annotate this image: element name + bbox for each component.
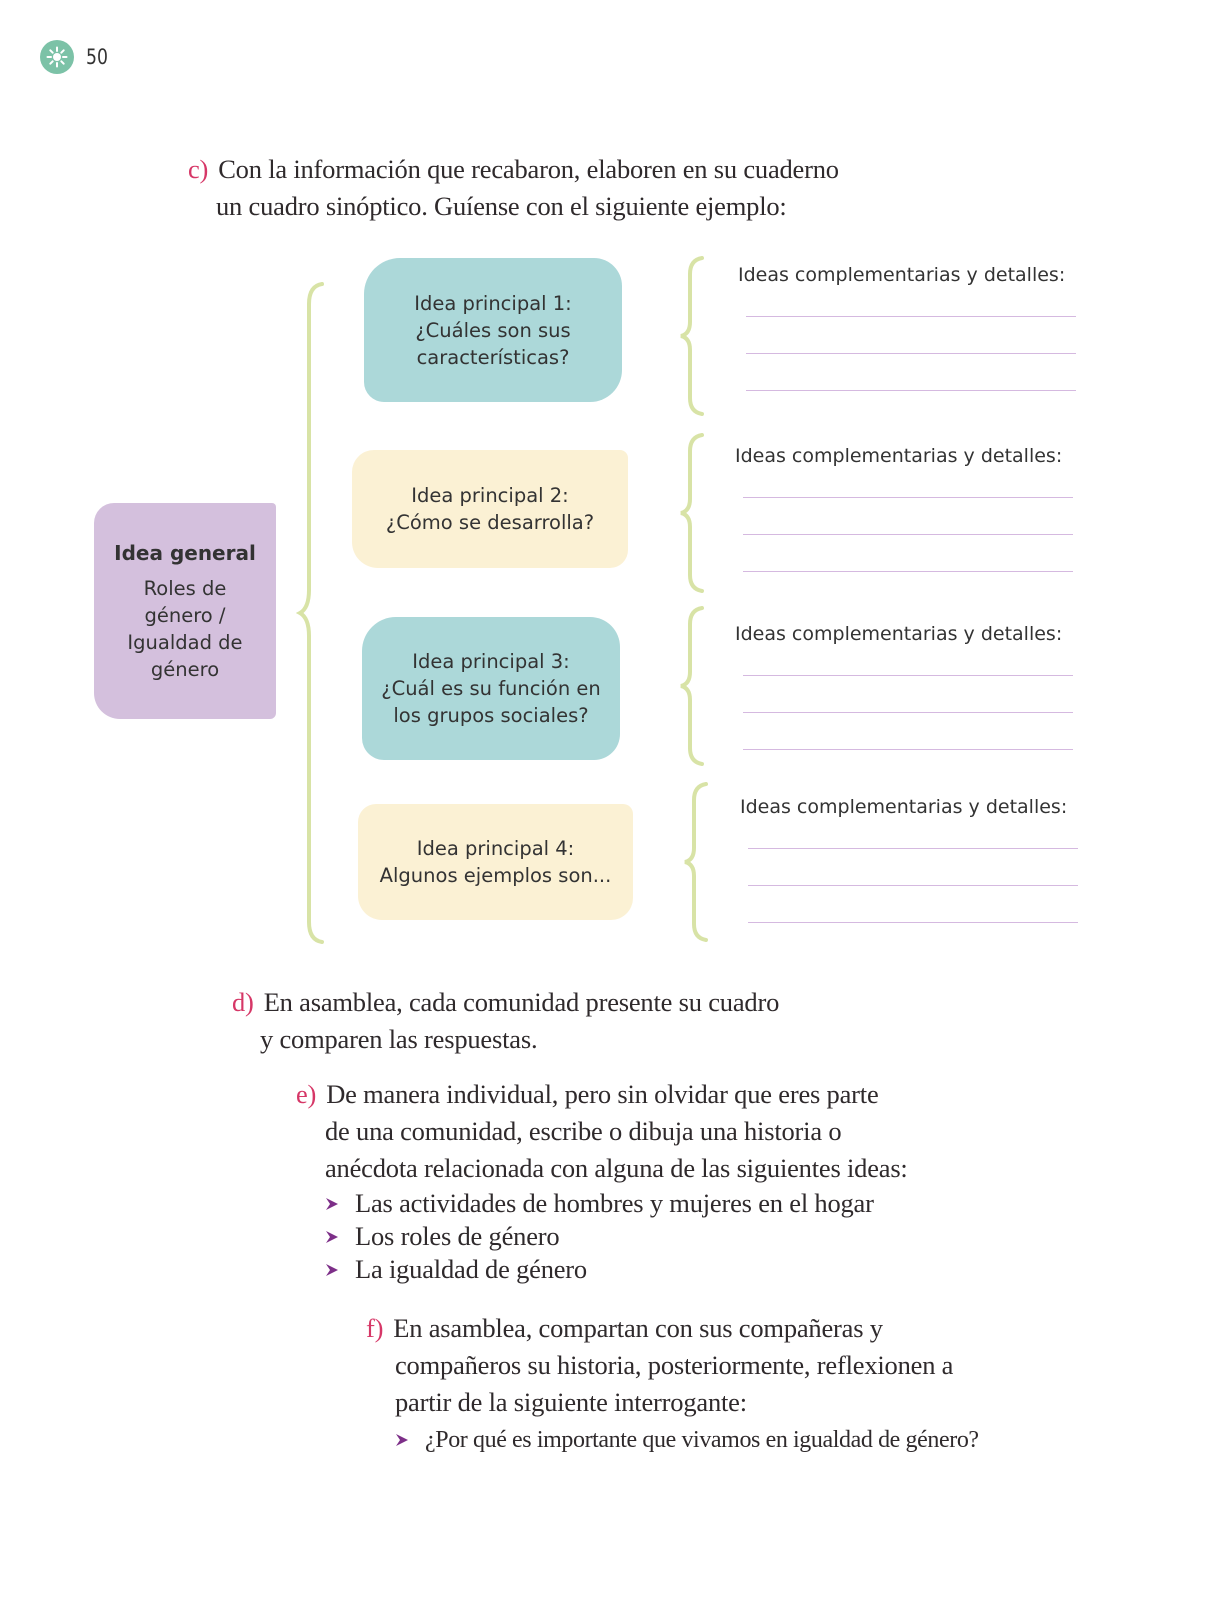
main-idea-box-2 bbox=[352, 450, 628, 568]
writing-line bbox=[743, 534, 1073, 535]
activity-text-line: anécdota relacionada con alguna de las siguientes ideas: bbox=[325, 1153, 908, 1183]
details-group-3 bbox=[735, 623, 1075, 750]
general-idea-line: Igualdad de bbox=[127, 630, 243, 654]
main-brace bbox=[296, 282, 330, 944]
main-idea-box-3 bbox=[362, 617, 620, 760]
writing-line bbox=[743, 675, 1073, 676]
details-group-2 bbox=[735, 445, 1075, 572]
list-item-text: ¿Por qué es importante que vivamos en igualdad de género? bbox=[425, 1427, 979, 1453]
general-idea-line: Roles de bbox=[143, 576, 227, 600]
activity-e bbox=[296, 1076, 908, 1286]
bullet-arrow-icon bbox=[325, 1230, 355, 1244]
list-item bbox=[325, 1253, 908, 1286]
activity-text-line: partir de la siguiente interrogante: bbox=[395, 1387, 747, 1417]
list-item-text: La igualdad de género bbox=[355, 1254, 587, 1284]
activity-text-line: y comparen las respuestas. bbox=[260, 1024, 538, 1054]
details-label: Ideas complementarias y detalles: bbox=[738, 264, 1066, 286]
details-label: Ideas complementarias y detalles: bbox=[735, 445, 1063, 467]
main-idea-line: los grupos sociales? bbox=[393, 704, 589, 727]
writing-line bbox=[746, 353, 1076, 354]
details-label: Ideas complementarias y detalles: bbox=[740, 796, 1068, 818]
writing-line bbox=[743, 571, 1073, 572]
page-number: 50 bbox=[86, 45, 108, 69]
writing-line bbox=[746, 316, 1076, 317]
activity-text-line: de una comunidad, escribe o dibuja una historia o bbox=[325, 1116, 842, 1146]
list-item-text: Los roles de género bbox=[355, 1221, 560, 1251]
general-idea-line: género bbox=[150, 657, 220, 681]
detail-brace bbox=[678, 606, 710, 766]
writing-line bbox=[748, 848, 1078, 849]
list-item-text: Las actividades de hombres y mujeres en el hogar bbox=[355, 1188, 874, 1218]
main-idea-line: Idea principal 3: bbox=[412, 650, 570, 673]
activity-text-line: De manera individual, pero sin olvidar que eres parte bbox=[326, 1079, 879, 1109]
detail-brace bbox=[678, 433, 710, 593]
bullet-arrow-icon bbox=[325, 1263, 355, 1277]
activity-d bbox=[232, 984, 779, 1058]
writing-line bbox=[748, 922, 1078, 923]
main-idea-line: Idea principal 4: bbox=[416, 837, 575, 860]
activity-text-line: En asamblea, cada comunidad presente su cuadro bbox=[263, 987, 780, 1017]
details-group-4 bbox=[740, 796, 1080, 923]
activity-f bbox=[366, 1310, 979, 1459]
general-idea-title: Idea general bbox=[114, 540, 256, 565]
details-group-1 bbox=[738, 264, 1078, 391]
list-item bbox=[395, 1421, 979, 1459]
activity-text-line: compañeros su historia, posteriormente, reflexionen a bbox=[395, 1350, 954, 1380]
main-idea-line: ¿Cuáles son sus bbox=[415, 318, 571, 342]
list-item bbox=[325, 1220, 908, 1253]
main-idea-box-4 bbox=[358, 804, 633, 920]
writing-line bbox=[748, 885, 1078, 886]
activity-text-line: Con la información que recabaron, elaboren en su cuaderno bbox=[218, 154, 839, 184]
activity-letter: d) bbox=[232, 987, 254, 1017]
list-item bbox=[325, 1187, 908, 1220]
activity-letter: c) bbox=[188, 154, 209, 184]
writing-line bbox=[746, 390, 1076, 391]
detail-brace bbox=[678, 256, 710, 416]
main-idea-line: Idea principal 1: bbox=[414, 291, 572, 315]
main-idea-line: ¿Cómo se desarrolla? bbox=[385, 511, 595, 534]
bullet-arrow-icon bbox=[395, 1433, 425, 1447]
main-idea-line: Algunos ejemplos son... bbox=[379, 864, 612, 887]
bullet-list bbox=[325, 1187, 908, 1286]
bullet-arrow-icon bbox=[325, 1197, 355, 1211]
general-idea-box bbox=[94, 503, 276, 719]
activity-text-line: un cuadro sinóptico. Guíense con el siguiente ejemplo: bbox=[216, 191, 787, 221]
writing-line bbox=[743, 497, 1073, 498]
main-idea-line: ¿Cuál es su función en bbox=[381, 677, 601, 700]
activity-letter: f) bbox=[366, 1313, 384, 1343]
writing-line bbox=[743, 749, 1073, 750]
activity-text-line: En asamblea, compartan con sus compañeras y bbox=[393, 1313, 883, 1343]
details-label: Ideas complementarias y detalles: bbox=[735, 623, 1063, 645]
bullet-list bbox=[395, 1421, 979, 1459]
detail-brace bbox=[682, 782, 714, 942]
general-idea-line: género / bbox=[144, 603, 226, 627]
main-idea-line: características? bbox=[416, 345, 570, 369]
activity-letter: e) bbox=[296, 1079, 317, 1109]
main-idea-box-1 bbox=[364, 258, 622, 402]
writing-line bbox=[743, 712, 1073, 713]
main-idea-line: Idea principal 2: bbox=[411, 484, 569, 507]
